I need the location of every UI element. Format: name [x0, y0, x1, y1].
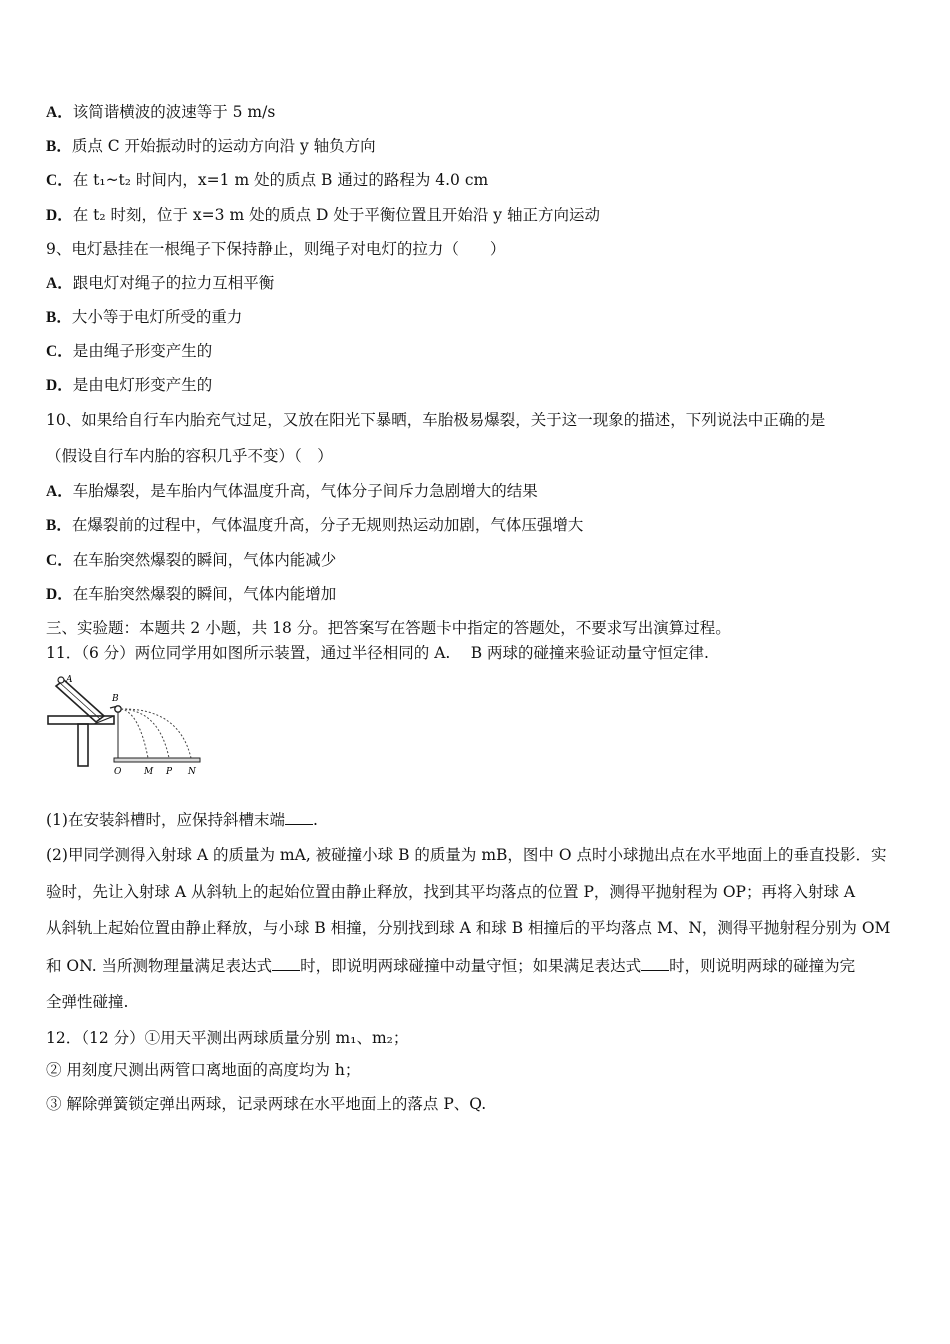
answer-blank [641, 956, 669, 971]
label-o: O [114, 767, 122, 777]
label-n: N [188, 767, 196, 777]
q10-option-a: A．车胎爆裂，是车胎内气体温度升高，气体分子间斥力急剧增大的结果 [46, 482, 538, 500]
q11-stem: 11．（6 分）两位同学用如图所示装置，通过半径相同的 A. B 两球的碰撞来验证动量守恒定律. [46, 644, 709, 662]
q11-part2-line3: 从斜轨上起始位置由静止释放，与小球 B 相撞，分别找到球 A 和球 B 相撞后的平均落点 M、N，测得平抛射程分别为 OM [46, 919, 891, 937]
collision-apparatus-figure [44, 672, 204, 780]
label-m: M [144, 767, 154, 777]
q11-part2-line5: 全弹性碰撞. [46, 993, 129, 1011]
label-p: P [166, 767, 173, 777]
q8-option-b: B．质点 C 开始振动时的运动方向沿 y 轴负方向 [46, 137, 376, 155]
ball-a [58, 677, 64, 683]
ground [114, 758, 200, 762]
q8-option-d: D．在 t₂ 时刻，位于 x=3 m 处的质点 D 处于平衡位置且开始沿 y 轴正方向运动 [46, 206, 600, 224]
q9-stem: 9、电灯悬挂在一根绳子下保持静止，则绳子对电灯的拉力（ ） [46, 240, 506, 258]
q9-option-c: C．是由绳子形变产生的 [46, 342, 213, 360]
q9-option-d: D．是由电灯形变产生的 [46, 376, 213, 394]
answer-blank [272, 956, 300, 971]
q10-option-d: D．在车胎突然爆裂的瞬间，气体内能增加 [46, 585, 337, 603]
ball-b [115, 706, 121, 712]
q10-stem-line1: 10、如果给自行车内胎充气过足，又放在阳光下暴晒，车胎极易爆裂，关于这一现象的描述，下列说法中正确的是 [46, 411, 826, 429]
trajectory-p [121, 709, 169, 758]
trajectory-m [121, 709, 148, 758]
q12-stem: 12．（12 分）①用天平测出两球质量分别 m₁、m₂； [46, 1029, 409, 1047]
label-a: A [66, 675, 73, 685]
q8-option-a: A．该简谐横波的波速等于 5 m/s [46, 103, 276, 121]
section-3-heading: 三、实验题：本题共 2 小题，共 18 分。把答案写在答题卡中指定的答题处，不要求写出演算过程。 [46, 619, 731, 637]
label-b: B [112, 694, 119, 704]
q12-step2: ② 用刻度尺测出两管口离地面的高度均为 h； [46, 1061, 361, 1079]
answer-blank [285, 810, 313, 825]
q11-part2-line2: 验时，先让入射球 A 从斜轨上的起始位置由静止释放，找到其平均落点的位置 P，测得平抛射程为 OP；再将入射球 A [46, 883, 856, 901]
q11-part1: (1)在安装斜槽时，应保持斜槽末端 . [46, 811, 318, 829]
q10-option-b: B．在爆裂前的过程中，气体温度升高，分子无规则热运动加剧，气体压强增大 [46, 516, 584, 534]
q9-option-b: B．大小等于电灯所受的重力 [46, 308, 243, 326]
trajectory-n [121, 709, 191, 758]
q8-option-c: C．在 t₁~t₂ 时间内，x=1 m 处的质点 B 通过的路程为 4.0 cm [46, 171, 489, 189]
q10-stem-line2: （假设自行车内胎的容积几乎不变）（ ） [46, 447, 333, 465]
q10-option-c: C．在车胎突然爆裂的瞬间，气体内能减少 [46, 551, 337, 569]
q9-option-a: A．跟电灯对绳子的拉力互相平衡 [46, 274, 275, 292]
q12-step3: ③ 解除弹簧锁定弹出两球，记录两球在水平地面上的落点 P、Q. [46, 1095, 487, 1113]
chute [48, 680, 118, 766]
q11-part2-line4: 和 ON. 当所测物理量满足表达式 时，即说明两球碰撞中动量守恒；如果满足表达式 时，则说明两球的碰撞为完 [46, 957, 856, 975]
q11-part2-line1: (2)甲同学测得入射球 A 的质量为 mA, 被碰撞小球 B 的质量为 mB，图中 O 点时小球抛出点在水平地面上的垂直投影．实 [46, 846, 887, 864]
